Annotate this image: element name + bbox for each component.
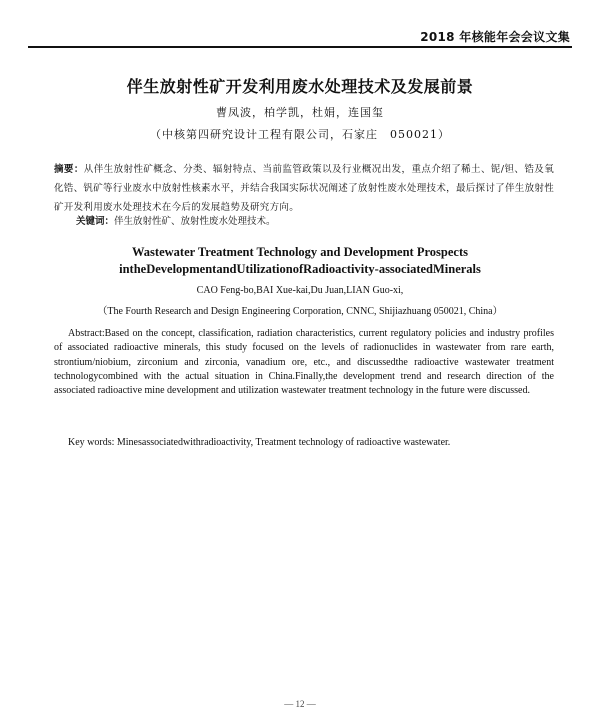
paper-title-cn: 伴生放射性矿开发利用废水处理技术及发展前景	[126, 77, 474, 96]
keywords-cn-label: 关键词：	[76, 216, 115, 227]
proceedings-header: 2018 年核能年会会议文集	[420, 30, 570, 44]
paper-title-en-line2: intheDevelopmentandUtilizationofRadioactivity-associatedMinerals	[119, 262, 481, 276]
header-rule	[28, 46, 572, 48]
keywords-cn	[76, 214, 554, 229]
affiliation-en: （The Fourth Research and Design Engineering Corporation, CNNC, Shijiazhuang 050021, China）	[97, 306, 503, 317]
authors-en: CAO Feng-bo,BAI Xue-kai,Du Juan,LIAN Guo-xi,	[196, 285, 404, 296]
affiliation-cn: （中核第四研究设计工程有限公司，石家庄 050021）	[150, 128, 450, 141]
abstract-cn-text: 从伴生放射性矿概念、分类、辐射特点、当前监管政策以及行业概况出发，重点介绍了稀土、铌/钽、锆及氧化锆、钒矿等行业废水中放射性核素水平，并结合我国实际状况阐述了放射性废水处理技术，最后探讨了伴生放射性矿开发利用废水处理技术在今后的发展趋势及研究方向。	[54, 164, 554, 213]
keywords-en: Key words: Minesassociatedwithradioactivity, Treatment technology of radioactive wastewater.	[68, 437, 451, 448]
abstract-en: Abstract:Based on the concept, classification, radiation characteristics, current regulatory policies and industry profiles of associated radioactive minerals, this study focused on the levels of radionuclides in wastewater from rare earth, strontium/niobium, zirconium and zirconia, vanadium ore, etc., and discussedthe radioactive wastewater treatment technologycombined with the actual situation in China.Finally,the development trend and research direction of the associated radioactive mine development and utilization wastewater treatment technology in the future were discussed.	[54, 328, 554, 397]
keywords-cn-text: 伴生放射性矿、放射性废水处理技术。	[114, 216, 276, 227]
abstract-cn	[54, 160, 554, 217]
page-number: — 12 —	[284, 699, 316, 709]
abstract-cn-label: 摘要：	[54, 164, 84, 175]
paper-title-en	[0, 244, 600, 278]
paper-title-en-line1: Wastewater Treatment Technology and Development Prospects	[132, 245, 468, 259]
authors-cn: 曹凤波，柏学凯，杜娟，连国玺	[216, 106, 384, 119]
